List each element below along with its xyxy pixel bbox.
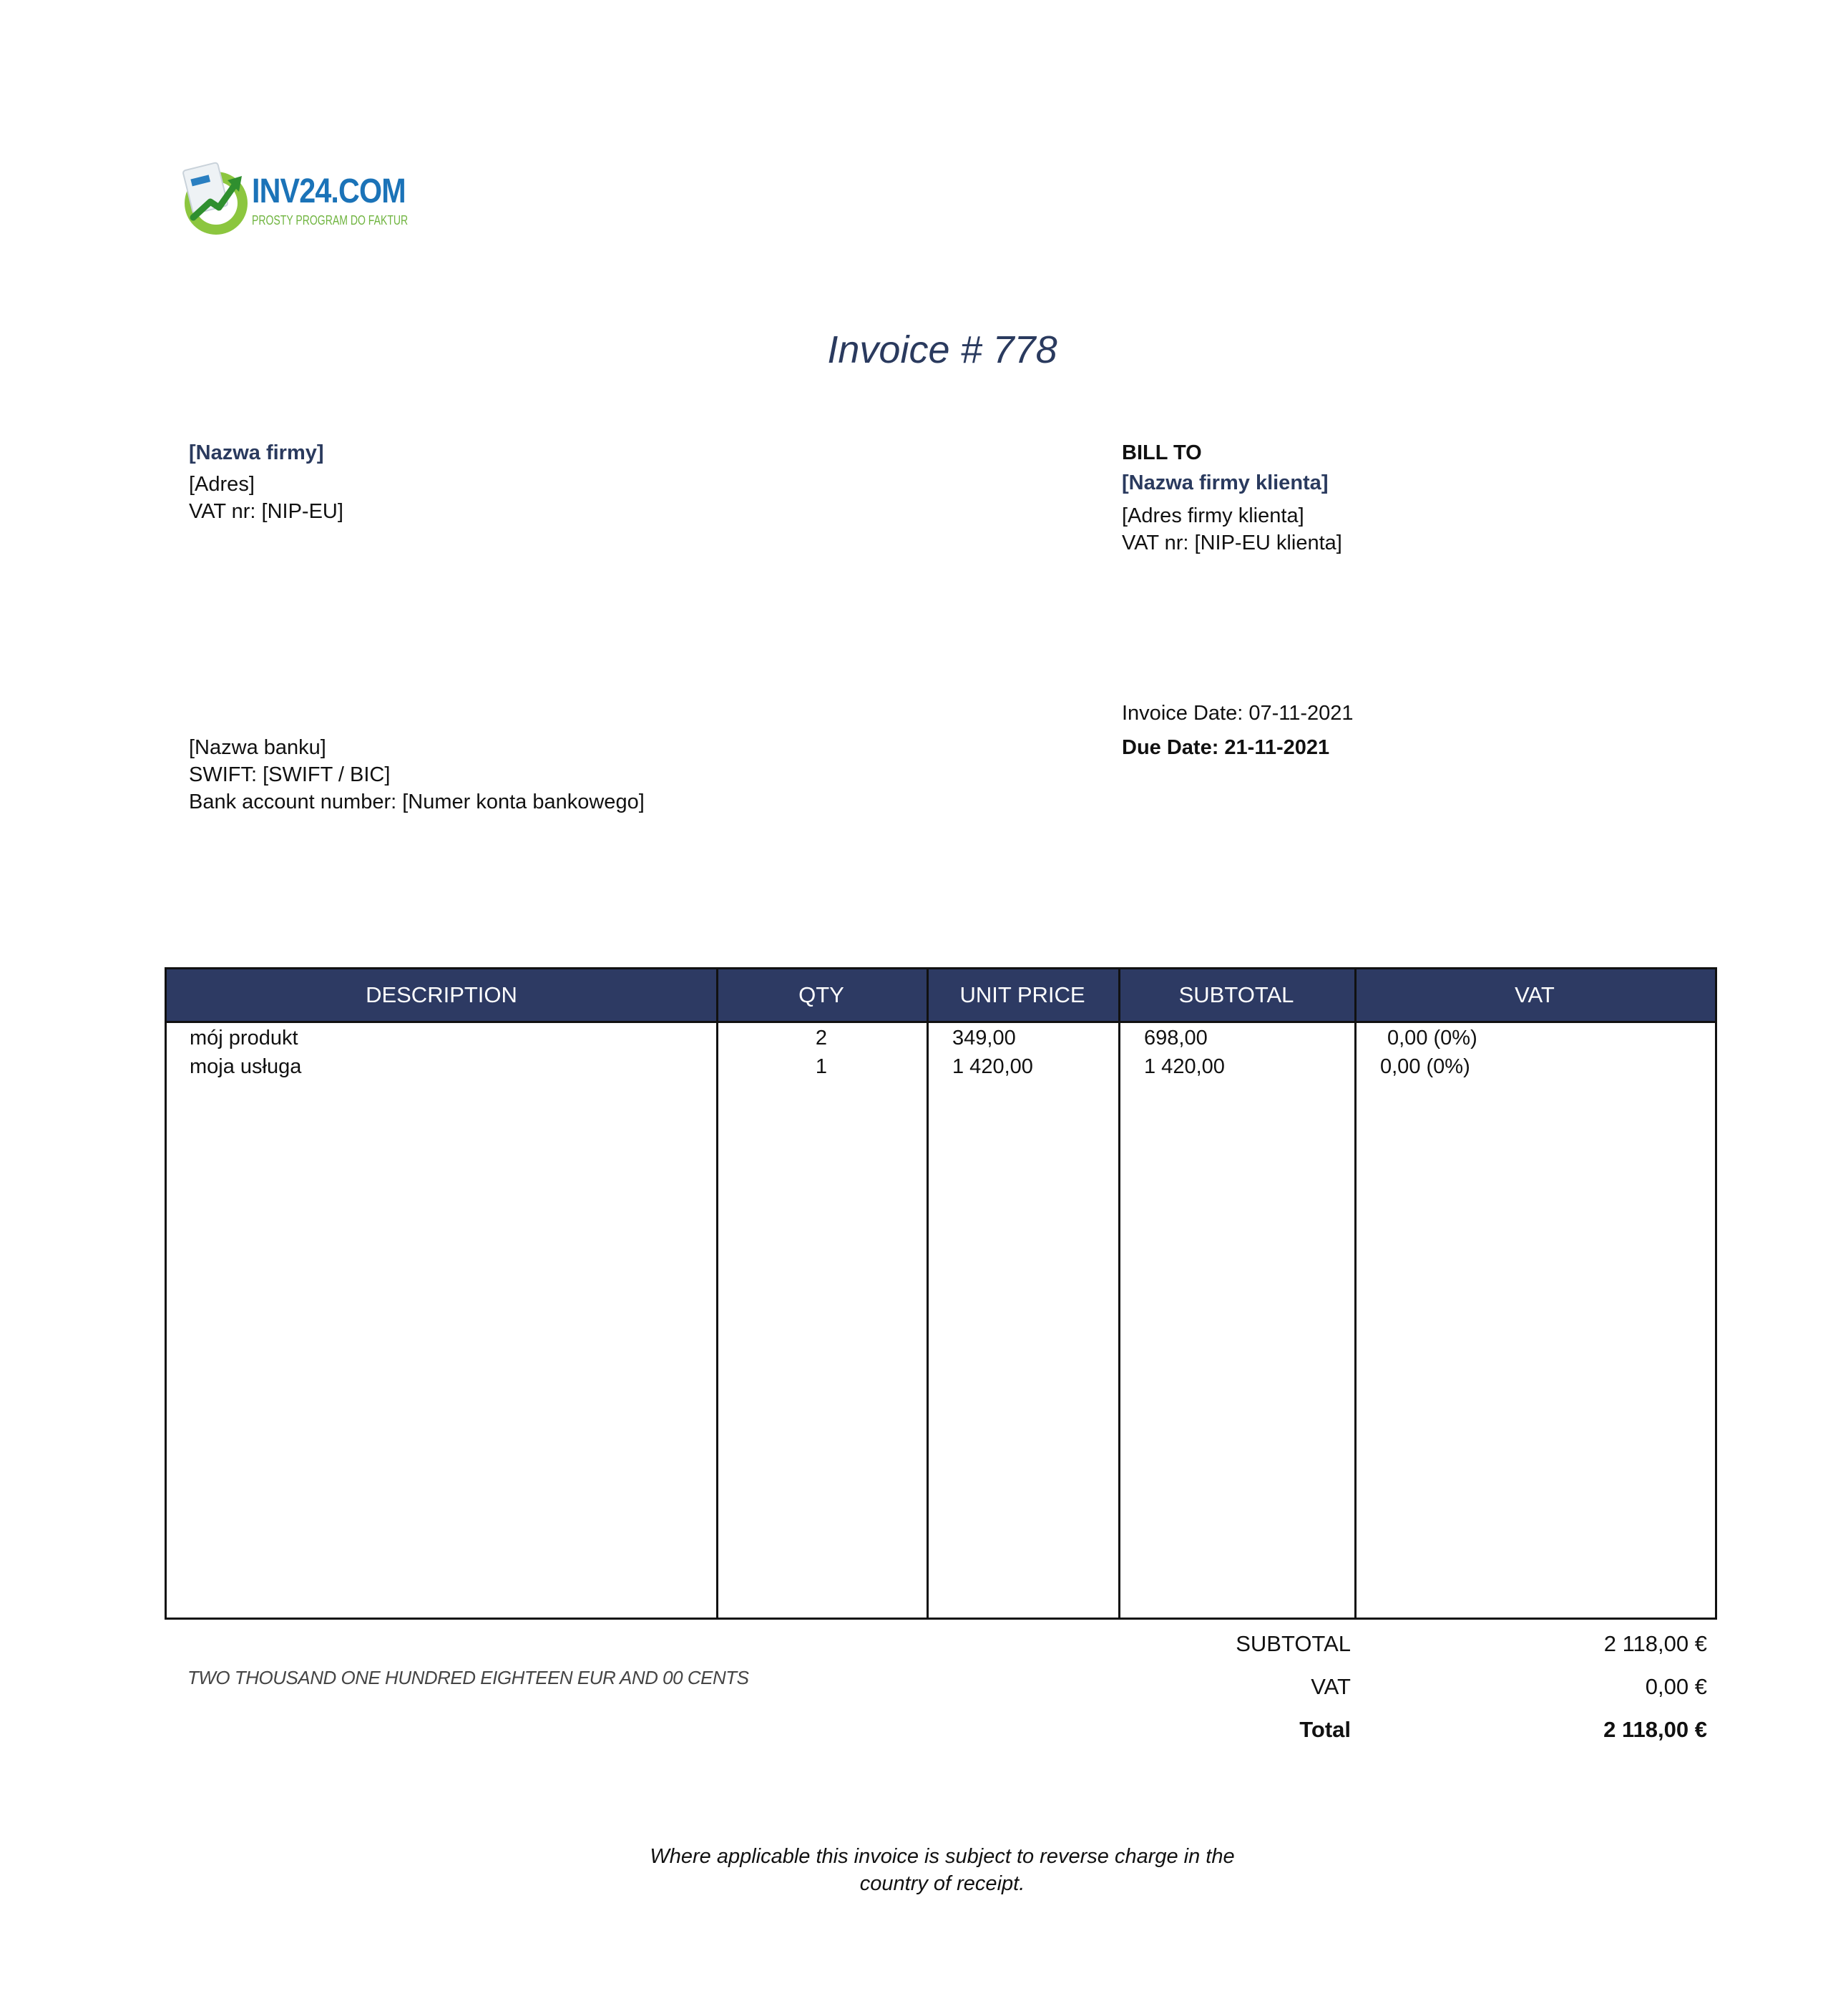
vat-label: VAT bbox=[1311, 1674, 1351, 1699]
row-vat: 0,00 (0%) bbox=[1387, 1027, 1477, 1049]
column-divider bbox=[1118, 969, 1120, 1618]
total-label: Total bbox=[1299, 1717, 1351, 1742]
table-header bbox=[167, 969, 1715, 1023]
logo-tagline: PROSTY PROGRAM DO FAKTUR bbox=[252, 213, 409, 227]
header-description: DESCRIPTION bbox=[366, 982, 517, 1007]
header-unit-price: UNIT PRICE bbox=[959, 982, 1085, 1007]
header-qty: QTY bbox=[798, 982, 844, 1007]
row-description: moja usługa bbox=[190, 1055, 302, 1078]
seller-vat: VAT nr: [NIP-EU] bbox=[189, 500, 343, 523]
header-vat: VAT bbox=[1515, 982, 1555, 1007]
row-description: mój produkt bbox=[190, 1027, 298, 1049]
header-subtotal: SUBTOTAL bbox=[1178, 982, 1294, 1007]
subtotal-value: 2 118,00 € bbox=[1603, 1631, 1707, 1656]
company-logo bbox=[180, 162, 409, 240]
seller-address: [Adres] bbox=[189, 473, 255, 496]
row-vat: 0,00 (0%) bbox=[1380, 1055, 1470, 1078]
total-value: 2 118,00 € bbox=[1603, 1717, 1707, 1742]
invoice-date: Invoice Date: 07-11-2021 bbox=[1122, 702, 1354, 725]
vat-value: 0,00 € bbox=[1645, 1674, 1707, 1699]
footer-note-line2: country of receipt. bbox=[859, 1872, 1025, 1895]
row-subtotal: 698,00 bbox=[1144, 1027, 1208, 1049]
bill-to-heading: BILL TO bbox=[1122, 441, 1202, 464]
client-address: [Adres firmy klienta] bbox=[1122, 504, 1304, 527]
subtotal-label: SUBTOTAL bbox=[1236, 1631, 1351, 1656]
column-divider bbox=[927, 969, 929, 1618]
bank-account: Bank account number: [Numer konta bankowego] bbox=[189, 791, 645, 813]
logo-icon bbox=[180, 162, 252, 240]
client-name: [Nazwa firmy klienta] bbox=[1122, 471, 1329, 494]
column-divider bbox=[1354, 969, 1357, 1618]
seller-name: [Nazwa firmy] bbox=[189, 441, 324, 464]
invoice-title: Invoice # 778 bbox=[827, 328, 1057, 371]
amount-in-words: TWO THOUSAND ONE HUNDRED EIGHTEEN EUR AND 00 CENTS bbox=[187, 1667, 749, 1688]
bank-name: [Nazwa banku] bbox=[189, 736, 326, 759]
items-table bbox=[165, 967, 1717, 1620]
row-qty: 2 bbox=[815, 1027, 828, 1049]
bank-swift: SWIFT: [SWIFT / BIC] bbox=[189, 763, 391, 786]
footer-note-line1: Where applicable this invoice is subject to reverse charge in the bbox=[650, 1845, 1235, 1868]
due-date: Due Date: 21-11-2021 bbox=[1122, 736, 1330, 759]
logo-wordmark: INV24.COM bbox=[252, 172, 406, 210]
row-qty: 1 bbox=[815, 1055, 828, 1078]
row-unit-price: 349,00 bbox=[952, 1027, 1016, 1049]
reverse-charge-note bbox=[0, 1843, 1823, 1897]
row-subtotal: 1 420,00 bbox=[1144, 1055, 1225, 1078]
row-unit-price: 1 420,00 bbox=[952, 1055, 1033, 1078]
client-vat: VAT nr: [NIP-EU klienta] bbox=[1122, 532, 1342, 554]
